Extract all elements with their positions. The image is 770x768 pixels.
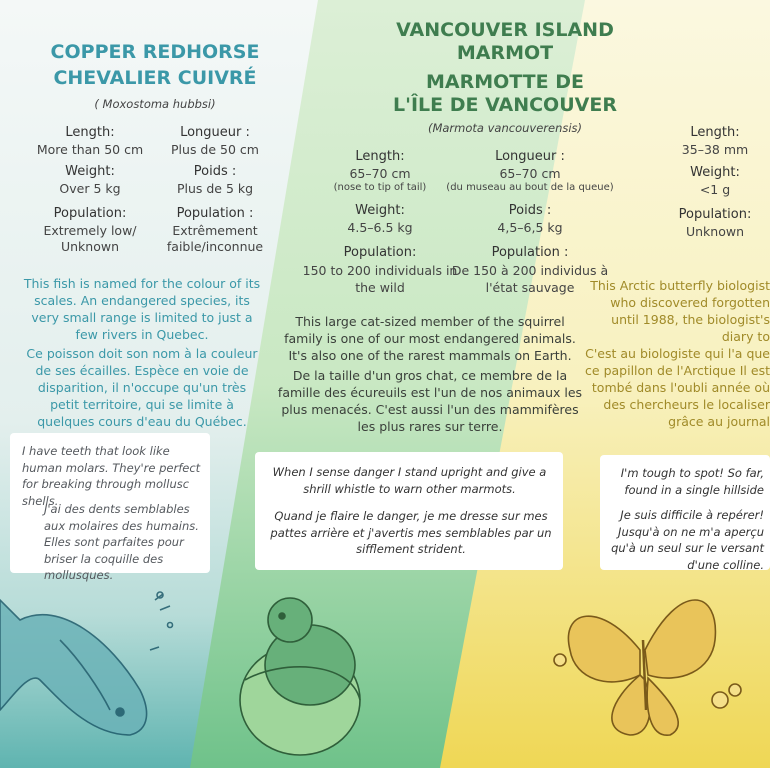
butterfly-length-label: Length: <box>690 125 740 140</box>
marmot-length-value: 65–70 cm <box>349 166 411 181</box>
marmot-description-fr: De la taille d'un gros chat, ce membre de la famille des écureuils est l'un de nos animaux les plus menacés. C'est aussi l'un des mammifères les plus rares sur terre. <box>277 368 583 434</box>
marmot-population-value: 150 to 200 individuals in the wild <box>302 263 458 295</box>
redhorse-title-fr: CHEVALIER CUIVRÉ <box>53 67 257 89</box>
marmot-title-fr-1: MARMOTTE DE <box>425 71 584 93</box>
marmot-weight-value: 4.5–6.5 kg <box>347 220 413 235</box>
marmot-speech-bubble <box>255 452 563 570</box>
redhorse-scientific-name: ( Moxostoma hubbsi) <box>94 97 216 111</box>
redhorse-quote-fr: J'ai des dents semblables aux molaires des humains. Elles sont parfaites pour briser la coquille des mollusques. <box>44 502 199 582</box>
redhorse-description-fr: Ce poisson doit son nom à la couleur de ses écailles. Espèce en voie de disparition, il n'occupe qu'un très petit territoire, qui se limite à quelques cours d'eau du Québec. <box>26 346 258 429</box>
marmot-population-fr-label: Population : <box>491 245 569 260</box>
redhorse-length-value: More than 50 cm <box>36 142 144 157</box>
redhorse-quote-en: I have teeth that look like human molars. They're perfect for breaking through mollusc shells. <box>22 444 201 508</box>
redhorse-weight-label: Weight: <box>65 164 115 179</box>
redhorse-population-fr-value: Extrêmement faible/inconnue <box>166 223 264 254</box>
marmot-length-note: (nose to tip of tail) <box>333 182 427 193</box>
butterfly-population-value: Unknown <box>685 224 745 239</box>
marmot-title-en-1: VANCOUVER ISLAND <box>396 19 614 41</box>
marmot-length-label: Length: <box>355 149 405 164</box>
butterfly-weight-value: <1 g <box>699 182 731 197</box>
marmot-longueur-value: 65–70 cm <box>499 166 561 181</box>
butterfly-description-fr: C'est au biologiste qui l'a que ce papillon de l'Arctique Il est tombé dans l'oubli année où des chercheurs le localiser grâce au journal <box>585 346 770 429</box>
butterfly-length-value: 35–38 mm <box>681 142 749 157</box>
butterfly-quote-en: I'm tough to spot! So far, found in a single hillside <box>620 466 764 497</box>
butterfly-population-label: Population: <box>678 207 752 222</box>
marmot-population-label: Population: <box>343 245 417 260</box>
marmot-quote-fr: Quand je flaire le danger, je me dresse sur mes pattes arrière et j'avertis mes semblables par un sifflement strident. <box>270 509 552 556</box>
butterfly-quote-fr: Je suis difficile à repérer! Jusqu'à on ne m'a aperçu qu'à un seul sur le versant d'une colline. <box>611 508 764 572</box>
marmot-poids-label: Poids : <box>508 203 552 218</box>
marmot-poids-value: 4,5–6,5 kg <box>497 220 563 235</box>
redhorse-description-en: This fish is named for the colour of its scales. An endangered species, its very small range is limited to just a few rivers in Quebec. <box>23 276 261 342</box>
marmot-title-fr-2: L'ÎLE DE VANCOUVER <box>393 94 617 116</box>
marmot-scientific-name: (Marmota vancouverensis) <box>427 121 583 135</box>
marmot-longueur-label: Longueur : <box>495 149 565 164</box>
redhorse-population-fr-label: Population : <box>176 206 254 221</box>
marmot-quote-en: When I sense danger I stand upright and give a shrill whistle to warn other marmots. <box>272 465 547 496</box>
redhorse-population-value: Extremely low/ Unknown <box>43 223 137 254</box>
redhorse-speech-bubble <box>10 433 210 582</box>
marmot-title-en-2: MARMOT <box>456 42 554 64</box>
marmot-description-en: This large cat-sized member of the squirrel family is one of our most endangered animals. It's also one of the rarest mammals on Earth. <box>284 314 576 363</box>
marmot-population-fr-value: De 150 à 200 individus à l'état sauvage <box>451 263 609 295</box>
redhorse-population-label: Population: <box>53 206 127 221</box>
redhorse-title-en: COPPER REDHORSE <box>50 41 260 63</box>
redhorse-weight-value: Over 5 kg <box>59 181 121 196</box>
butterfly-speech-bubble <box>600 455 770 570</box>
redhorse-length-label: Length: <box>65 125 115 140</box>
redhorse-poids-value: Plus de 5 kg <box>176 181 254 196</box>
butterfly-weight-label: Weight: <box>690 165 740 180</box>
marmot-weight-label: Weight: <box>355 203 405 218</box>
marmot-longueur-note: (du museau au bout de la queue) <box>446 182 614 193</box>
redhorse-longueur-label: Longueur : <box>180 125 250 140</box>
redhorse-longueur-value: Plus de 50 cm <box>171 142 259 157</box>
redhorse-poids-label: Poids : <box>193 164 237 179</box>
butterfly-description-en: This Arctic butterfly biologist who discovered forgotten until 1988, the biologist's diary to <box>590 278 770 344</box>
